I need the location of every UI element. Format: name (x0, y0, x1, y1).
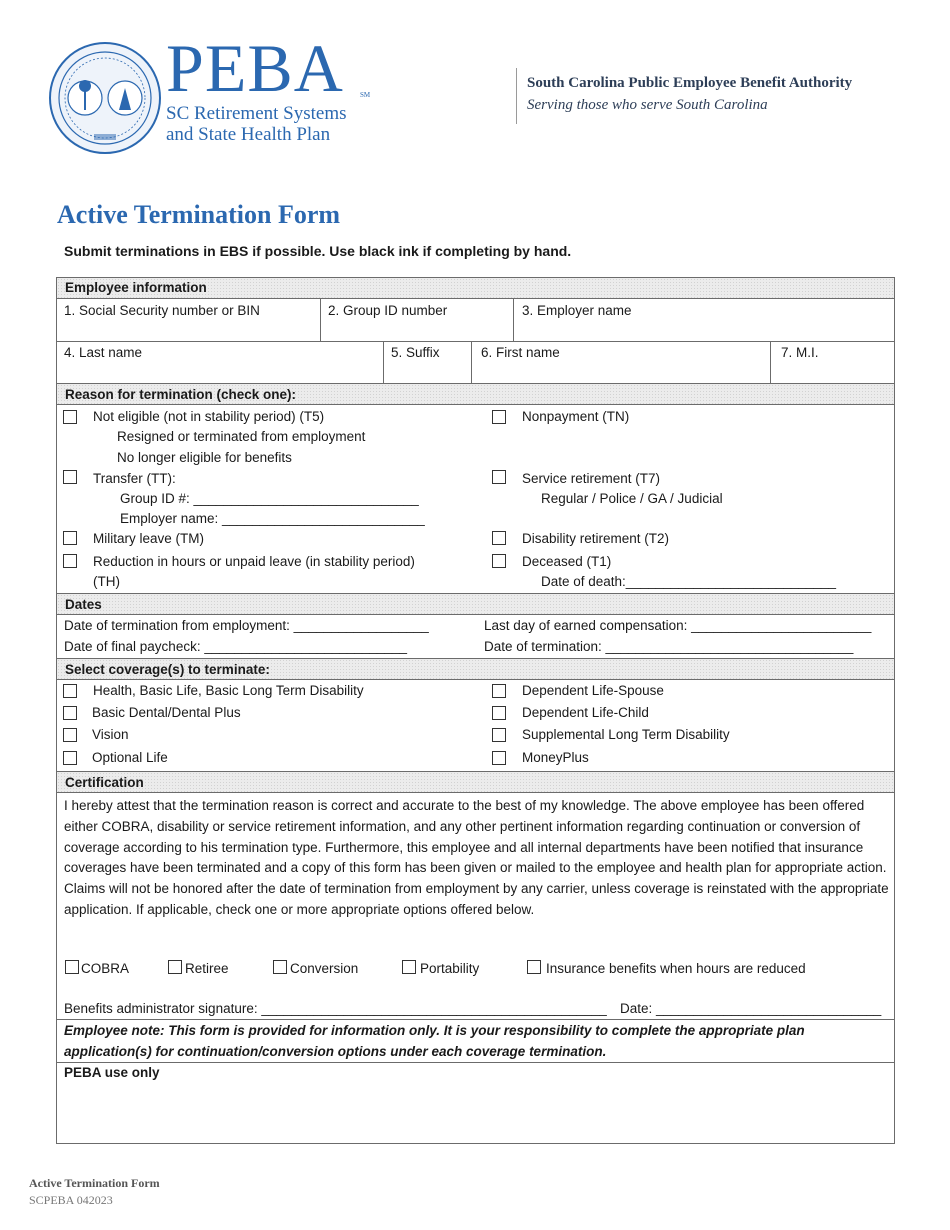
disability-retirement-checkbox[interactable] (492, 531, 506, 545)
termination-date-field[interactable]: Date of termination: _________________________________ (484, 639, 854, 654)
certification-section-header (57, 772, 894, 792)
retiree-checkbox[interactable] (168, 960, 182, 974)
reduction-checkbox[interactable] (63, 554, 77, 568)
coverage-moneyplus-checkbox[interactable] (492, 751, 506, 765)
date-of-death-field[interactable]: Date of death:____________________________ (541, 574, 837, 589)
service-mark: SM (360, 91, 371, 99)
coverage-optional-life-checkbox[interactable] (63, 751, 77, 765)
logo-subtitle-line2: and State Health Plan (166, 124, 331, 145)
middle-initial-field[interactable]: 7. M.I. (781, 345, 819, 360)
last-day-compensation-field[interactable]: Last day of earned compensation: ________________________ (484, 618, 872, 633)
coverage-dental-checkbox[interactable] (63, 706, 77, 720)
state-seal-logo (49, 42, 161, 154)
coverage-health-label: Health, Basic Life, Basic Long Term Disability (93, 683, 364, 698)
form-instruction: Submit terminations in EBS if possible. Use black ink if completing by hand. (64, 243, 572, 259)
coverage-supplemental-ltd-label: Supplemental Long Term Disability (522, 727, 730, 742)
termination-employment-date-field[interactable]: Date of termination from employment: __________________ (64, 618, 429, 633)
first-name-field[interactable]: 6. First name (481, 345, 560, 360)
employee-note-line1: Employee note: This form is provided for information only. It is your responsibility to complete the appropriate plan (64, 1023, 805, 1038)
coverage-vision-checkbox[interactable] (63, 728, 77, 742)
disability-retirement-label: Disability retirement (T2) (522, 531, 670, 546)
organization-name: South Carolina Public Employee Benefit Authority (527, 75, 853, 91)
transfer-label: Transfer (TT): (93, 471, 176, 486)
conversion-label: Conversion (290, 961, 359, 976)
signature-date-field[interactable]: Date: ______________________________ (620, 1001, 882, 1016)
certification-text: I hereby attest that the termination reason is correct and accurate to the best of my knowledge. The above employee has been offered either COBRA, disability or service retirement information, and any other pertinent information regarding continuation or conversion of coverage according to his termination type. Furthermore, this employee and all internal departments have been notified that insurance coverages have been terminated and a copy of this form has been given or mailed to the employee and health plan for appropriate action. Claims will not be honored after the date of termination from employment by any carrier, unless coverage is reinstated with the appropriate application. If applicable, check one or more appropriate options offered below. (64, 798, 889, 917)
suffix-field[interactable]: 5. Suffix (391, 345, 440, 360)
no-longer-eligible-label: No longer eligible for benefits (117, 450, 292, 465)
dates-section-title: Dates (65, 597, 102, 612)
coverage-optional-life-label: Optional Life (92, 750, 168, 765)
coverage-moneyplus-label: MoneyPlus (522, 750, 589, 765)
nonpayment-label: Nonpayment (TN) (522, 409, 630, 424)
reason-section-title: Reason for termination (check one): (65, 387, 297, 402)
insurance-benefits-reduced-checkbox[interactable] (527, 960, 541, 974)
military-leave-label: Military leave (TM) (93, 531, 205, 546)
coverage-vision-label: Vision (92, 727, 129, 742)
resigned-label: Resigned or terminated from employment (117, 429, 366, 444)
transfer-checkbox[interactable] (63, 470, 77, 484)
dates-section-header (57, 594, 894, 614)
deceased-checkbox[interactable] (492, 554, 506, 568)
transfer-employer-field[interactable]: Employer name: ___________________________ (120, 511, 425, 526)
employer-name-field[interactable]: 3. Employer name (522, 303, 632, 318)
retiree-label: Retiree (185, 961, 229, 976)
portability-checkbox[interactable] (402, 960, 416, 974)
not-eligible-checkbox[interactable] (63, 410, 77, 424)
peba-use-only-label: PEBA use only (64, 1065, 160, 1080)
service-retirement-types: Regular / Police / GA / Judicial (541, 491, 723, 506)
service-retirement-label: Service retirement (T7) (522, 471, 661, 486)
coverage-section-title: Select coverage(s) to terminate: (65, 662, 270, 677)
ssn-field[interactable]: 1. Social Security number or BIN (64, 303, 260, 318)
transfer-group-id-field[interactable]: Group ID #: ______________________________ (120, 491, 419, 506)
coverage-dependent-child-checkbox[interactable] (492, 706, 506, 720)
not-eligible-label: Not eligible (not in stability period) (T5) (93, 409, 325, 424)
header-divider (516, 68, 517, 124)
logo-subtitle-line1: SC Retirement Systems (166, 103, 347, 124)
final-paycheck-date-field[interactable]: Date of final paycheck: ___________________________ (64, 639, 408, 654)
conversion-checkbox[interactable] (273, 960, 287, 974)
reduction-label: Reduction in hours or unpaid leave (in stability period) (93, 554, 415, 569)
administrator-signature-field[interactable]: Benefits administrator signature: ______________________________________________ (64, 1001, 607, 1016)
coverage-dental-label: Basic Dental/Dental Plus (92, 705, 241, 720)
portability-label: Portability (420, 961, 480, 976)
group-id-field[interactable]: 2. Group ID number (328, 303, 448, 318)
employee-section-title: Employee information (65, 280, 207, 295)
cobra-label: COBRA (81, 961, 130, 976)
reduction-code-label: (TH) (93, 574, 120, 589)
service-retirement-checkbox[interactable] (492, 470, 506, 484)
coverage-dependent-child-label: Dependent Life-Child (522, 705, 649, 720)
coverage-dependent-spouse-label: Dependent Life-Spouse (522, 683, 664, 698)
deceased-label: Deceased (T1) (522, 554, 612, 569)
coverage-dependent-spouse-checkbox[interactable] (492, 684, 506, 698)
military-leave-checkbox[interactable] (63, 531, 77, 545)
coverage-supplemental-ltd-checkbox[interactable] (492, 728, 506, 742)
certification-section-title: Certification (65, 775, 144, 790)
peba-logo-text: PEBA (166, 30, 344, 106)
footer-form-code: SCPEBA 042023 (29, 1193, 113, 1207)
organization-tagline: Serving those who serve South Carolina (527, 97, 768, 113)
coverage-health-checkbox[interactable] (63, 684, 77, 698)
form-title: Active Termination Form (57, 200, 341, 229)
employee-note-line2: application(s) for continuation/conversion options under each coverage termination. (64, 1044, 607, 1059)
footer-form-title: Active Termination Form (29, 1176, 160, 1190)
cobra-checkbox[interactable] (65, 960, 79, 974)
insurance-benefits-reduced-label: Insurance benefits when hours are reduced (546, 961, 806, 976)
nonpayment-checkbox[interactable] (492, 410, 506, 424)
last-name-field[interactable]: 4. Last name (64, 345, 143, 360)
